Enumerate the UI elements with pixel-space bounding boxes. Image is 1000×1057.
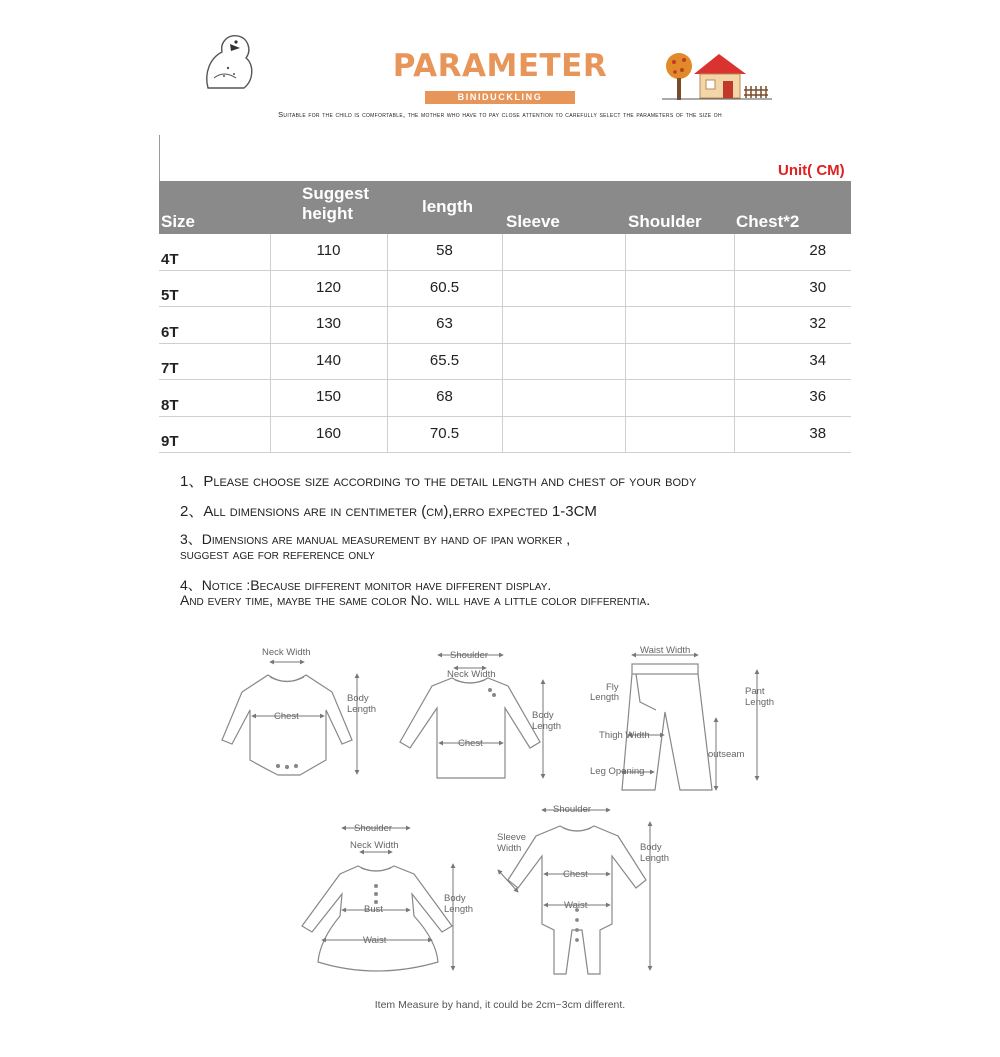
cell-length bbox=[387, 234, 502, 270]
cell-sleeve bbox=[502, 307, 625, 344]
col-header-shoulder bbox=[625, 181, 734, 234]
cell-value: Suggest height bbox=[302, 184, 370, 223]
table-row bbox=[159, 234, 851, 270]
cell-sleeve bbox=[502, 270, 625, 307]
cell-size bbox=[159, 380, 270, 417]
cell-value: 5T bbox=[161, 287, 179, 304]
cell-shoulder bbox=[625, 380, 734, 417]
cell-height bbox=[270, 307, 387, 344]
label-chest: Chest bbox=[563, 869, 588, 880]
cell-chest bbox=[734, 270, 851, 307]
measurement-diagrams bbox=[0, 630, 1000, 1030]
col-header-size bbox=[159, 181, 270, 234]
house-tree-illustration bbox=[662, 50, 772, 102]
cell-size bbox=[159, 270, 270, 307]
size-table bbox=[159, 181, 851, 453]
cell-shoulder bbox=[625, 270, 734, 307]
cell-value: 63 bbox=[436, 315, 453, 332]
cell-value: 32 bbox=[809, 315, 827, 332]
label-bust: Bust bbox=[364, 904, 384, 915]
cell-sleeve bbox=[502, 343, 625, 380]
cell-value: 60.5 bbox=[429, 278, 460, 296]
col-header-length bbox=[387, 181, 502, 234]
col-header-chest bbox=[734, 181, 851, 234]
cell-value: 150 bbox=[315, 388, 342, 405]
tagline: Suitable for the child is comfortable, the mother who have to pay close attention to carefully select the parameters of the size oh bbox=[278, 110, 722, 119]
cell-shoulder bbox=[625, 343, 734, 380]
cell-value: 28 bbox=[809, 242, 827, 259]
label-waist: Waist bbox=[363, 935, 387, 946]
cell-value: 120 bbox=[315, 278, 342, 296]
note-3-line-2: suggest age for reference only bbox=[180, 546, 375, 562]
cell-length bbox=[387, 270, 502, 307]
cell-value: 110 bbox=[316, 242, 341, 259]
label-width: Width bbox=[497, 843, 522, 854]
cell-value: 70.5 bbox=[429, 424, 460, 442]
cell-length bbox=[387, 416, 502, 453]
label-body: Body bbox=[347, 693, 369, 704]
cell-sleeve bbox=[502, 416, 625, 453]
cell-value: 9T bbox=[161, 433, 179, 450]
label-neck-width: Neck Width bbox=[447, 669, 496, 680]
col-header-sleeve bbox=[502, 181, 625, 234]
cell-value: 30 bbox=[809, 278, 827, 296]
footer-note: Item Measure by hand, it could be 2cm~3cm different. bbox=[374, 999, 626, 1011]
cell-value: Chest*2 bbox=[736, 212, 800, 231]
note-2: 2、All dimensions are in centimeter (cm),erro expected 1-3CM bbox=[180, 503, 597, 520]
cell-height bbox=[270, 416, 387, 453]
label-body: Body bbox=[640, 842, 662, 853]
cell-chest bbox=[734, 380, 851, 417]
label-shoulder: Shoulder bbox=[450, 650, 489, 661]
label-waist-width: Waist Width bbox=[640, 645, 691, 656]
table-row bbox=[159, 307, 851, 344]
cell-value bbox=[626, 271, 734, 279]
dress-diagram bbox=[302, 866, 452, 971]
cell-value: 58 bbox=[436, 242, 453, 259]
cell-sleeve bbox=[502, 234, 625, 270]
label-length: Length bbox=[745, 697, 775, 708]
label-thigh-width: Thigh Width bbox=[599, 730, 650, 741]
cell-value: 7T bbox=[161, 360, 179, 377]
note-1: 1、Please choose size according to the detail length and chest of your body bbox=[180, 473, 697, 490]
label-shoulder: Shoulder bbox=[354, 823, 393, 834]
cell-value bbox=[626, 417, 734, 425]
label-waist: Waist bbox=[564, 900, 588, 911]
table-divider bbox=[159, 135, 160, 181]
label-chest: Chest bbox=[458, 738, 483, 749]
cell-shoulder bbox=[625, 416, 734, 453]
cell-value: 4T bbox=[161, 250, 179, 268]
col-header-suggest-height bbox=[270, 181, 387, 234]
cell-height bbox=[270, 343, 387, 380]
cell-value bbox=[626, 307, 734, 315]
table-row bbox=[159, 380, 851, 417]
cell-value bbox=[626, 380, 734, 388]
cell-length bbox=[387, 307, 502, 344]
cell-value: length bbox=[422, 196, 473, 216]
label-length: Length bbox=[347, 704, 377, 715]
cell-value: Shoulder bbox=[628, 212, 702, 231]
note-4-line-1: 4、Notice :Because different monitor have different display. bbox=[180, 577, 552, 593]
cell-value: 140 bbox=[315, 351, 342, 369]
cell-value bbox=[503, 234, 625, 242]
cell-value: 38 bbox=[809, 424, 827, 442]
table-row bbox=[159, 270, 851, 307]
cell-height bbox=[270, 380, 387, 417]
bodysuit-diagram bbox=[222, 675, 352, 775]
cell-chest bbox=[734, 234, 851, 270]
cell-value: 65.5 bbox=[429, 351, 460, 369]
cell-value bbox=[503, 307, 625, 315]
cell-value: 68 bbox=[436, 388, 453, 405]
cell-height bbox=[270, 270, 387, 307]
unit-label: Unit( CM) bbox=[778, 162, 845, 179]
cell-shoulder bbox=[625, 234, 734, 270]
table-row bbox=[159, 343, 851, 380]
table-row bbox=[159, 416, 851, 453]
label-sleeve: Sleeve bbox=[497, 832, 527, 843]
label-pant: Pant bbox=[745, 686, 765, 697]
cell-height bbox=[270, 234, 387, 270]
cell-value: 34 bbox=[809, 351, 827, 369]
cell-value bbox=[503, 380, 625, 388]
page-title: PARAMETER bbox=[392, 48, 608, 84]
cell-value bbox=[503, 271, 625, 279]
cell-length bbox=[387, 343, 502, 380]
label-body: Body bbox=[444, 893, 466, 904]
table-header-row bbox=[159, 181, 851, 234]
label-length: Length bbox=[532, 721, 562, 732]
shirt-diagram bbox=[400, 678, 540, 778]
note-4 bbox=[180, 578, 650, 608]
label-length: Length bbox=[640, 853, 670, 864]
cell-value: 8T bbox=[161, 396, 179, 414]
cell-value: 160 bbox=[315, 424, 342, 442]
note-3-line-1: 3、Dimensions are manual measurement by hand of ipan worker , bbox=[180, 531, 571, 547]
cell-chest bbox=[734, 416, 851, 453]
cell-value bbox=[626, 344, 734, 352]
label-length: Length bbox=[590, 692, 620, 703]
cell-size bbox=[159, 416, 270, 453]
brand-banner: BINIDUCKLING bbox=[425, 91, 575, 104]
cell-shoulder bbox=[625, 307, 734, 344]
cell-value: 36 bbox=[809, 388, 827, 405]
cell-size bbox=[159, 234, 270, 270]
label-leg-opening: Leg Opening bbox=[590, 766, 645, 777]
cell-size bbox=[159, 343, 270, 380]
label-outseam: outseam bbox=[708, 749, 745, 760]
cell-size bbox=[159, 307, 270, 344]
note-4-line-2: And every time, maybe the same color No. will have a little color differentia. bbox=[180, 592, 651, 608]
label-body: Body bbox=[532, 710, 554, 721]
cell-value: 6T bbox=[161, 323, 179, 341]
label-neck-width: Neck Width bbox=[350, 840, 399, 851]
cell-chest bbox=[734, 307, 851, 344]
cell-value bbox=[626, 234, 734, 242]
label-neck-width: Neck Width bbox=[262, 647, 311, 658]
label-chest: Chest bbox=[274, 711, 299, 722]
label-shoulder: Shoulder bbox=[553, 804, 592, 815]
label-fly: Fly bbox=[606, 682, 619, 693]
cell-sleeve bbox=[502, 380, 625, 417]
cell-value: Sleeve bbox=[506, 212, 560, 231]
cell-chest bbox=[734, 343, 851, 380]
label-length: Length bbox=[444, 904, 474, 915]
cell-value: Size bbox=[161, 212, 196, 231]
note-3 bbox=[180, 532, 570, 562]
cell-value bbox=[503, 344, 625, 352]
cell-length bbox=[387, 380, 502, 417]
cell-value bbox=[503, 417, 625, 425]
cell-value: 130 bbox=[315, 315, 342, 332]
